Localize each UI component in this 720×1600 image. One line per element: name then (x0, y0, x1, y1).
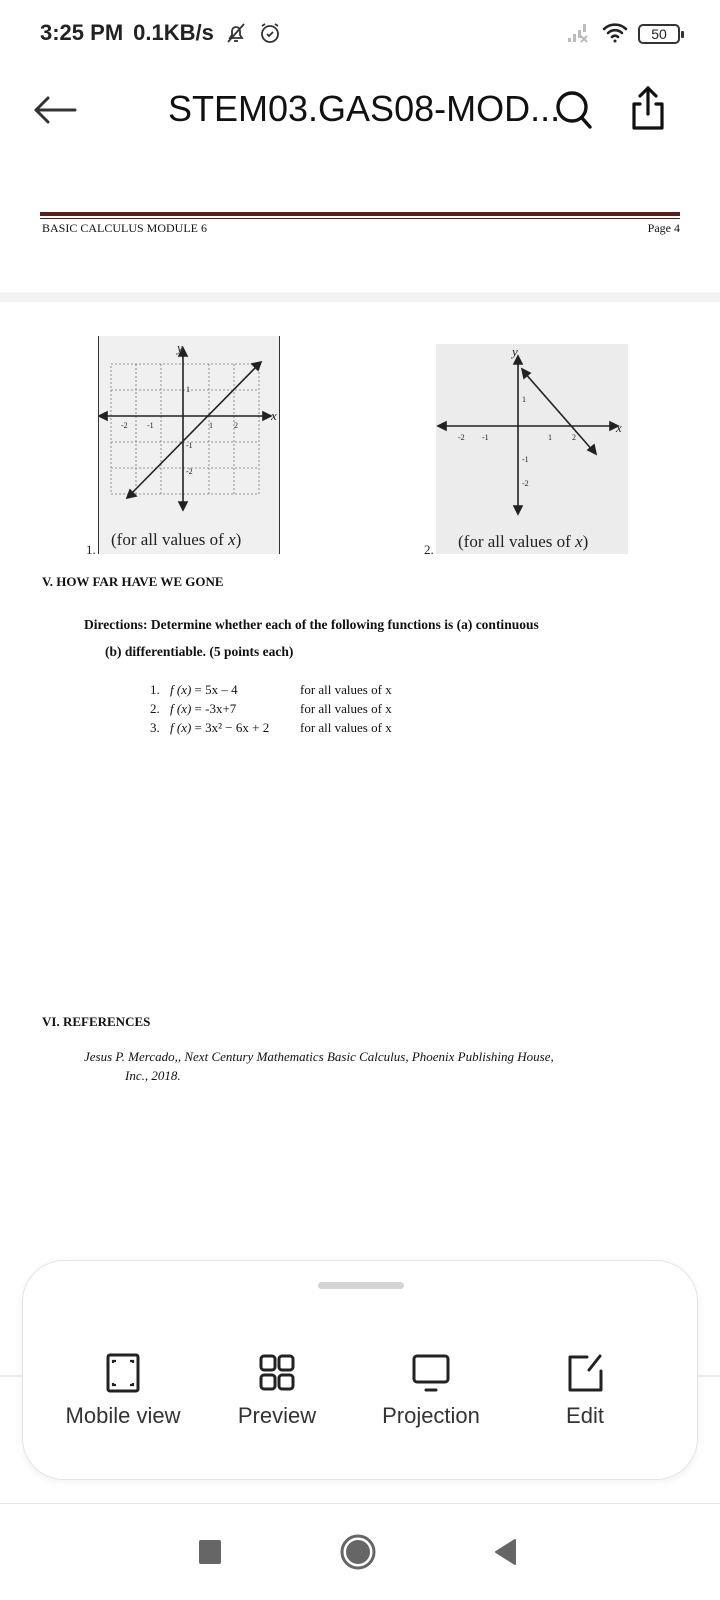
edit-icon (565, 1353, 605, 1393)
svg-text:2: 2 (572, 433, 576, 442)
home-button[interactable] (338, 1532, 378, 1572)
directions-line-2: (b) differentiable. (5 points each) (105, 644, 294, 659)
x-axis-label: x (271, 408, 277, 423)
graph-1-number: 1. (86, 542, 96, 557)
home-circle-icon (340, 1534, 376, 1570)
section-v-title: V. HOW FAR HAVE WE GONE (42, 574, 224, 589)
x-tick: -2 (121, 421, 128, 430)
search-icon (553, 88, 597, 132)
bell-muted-icon (224, 21, 248, 45)
svg-text:-2: -2 (522, 479, 529, 488)
svg-text:-1: -1 (482, 433, 489, 442)
graph-2-caption: (for all values of x) (458, 532, 589, 551)
module-header: BASIC CALCULUS MODULE 6 (42, 221, 208, 235)
network-speed: 0.1KB/s (133, 20, 214, 45)
page-number: Page 4 (647, 221, 680, 235)
svg-text:2: 2 (234, 421, 238, 430)
wifi-icon (602, 22, 626, 46)
signal-no-service-icon (566, 22, 590, 46)
battery-icon (638, 24, 680, 44)
share-icon (628, 84, 668, 132)
svg-text:-2: -2 (458, 433, 465, 442)
previous-page-strip (0, 150, 720, 292)
problem-item: 2. f (x) = -3x+7 for all values of x (150, 700, 392, 716)
reference-line-2: Inc., 2018. (125, 1068, 181, 1083)
problem-list (150, 680, 392, 737)
header-rule (40, 212, 680, 216)
drag-handle[interactable] (318, 1282, 404, 1289)
status-bar (0, 0, 720, 70)
bottom-sheet (22, 1260, 698, 1480)
projection-button[interactable]: Projection (356, 1353, 506, 1443)
header-rule-thin (40, 218, 680, 219)
graph-1-caption: (for all values of x) (111, 530, 242, 549)
battery-level: 50 (651, 26, 667, 42)
y-axis-label: y (177, 340, 183, 355)
mobile-view-icon (103, 1353, 143, 1393)
problem-item: 3. f (x) = 3x² − 6x + 2 for all values of x (150, 719, 392, 735)
share-button[interactable] (628, 84, 668, 132)
arrow-left-icon (33, 95, 77, 125)
app-bar (0, 70, 720, 150)
section-vi-title: VI. REFERENCES (42, 1014, 151, 1029)
mobile-view-button[interactable]: Mobile view (48, 1353, 198, 1443)
svg-text:y: y (512, 344, 518, 359)
graph-2 (436, 344, 628, 554)
search-button[interactable] (553, 88, 597, 132)
directions-line-1: Directions: Determine whether each of the following functions is (a) continuous (84, 617, 539, 632)
page-separator (0, 292, 720, 302)
graph-2-number: 2. (424, 542, 434, 557)
svg-text:x: x (616, 420, 622, 435)
svg-text:-1: -1 (186, 441, 193, 450)
back-nav-button[interactable] (486, 1532, 526, 1572)
recents-button[interactable] (190, 1532, 230, 1572)
monitor-projection-icon (411, 1353, 451, 1393)
reference-line-1: Jesus P. Mercado,, Next Century Mathematics Basic Calculus, Phoenix Publishing House, (84, 1049, 554, 1064)
status-time: 3:25 PM (40, 20, 124, 45)
svg-text:-1: -1 (147, 421, 154, 430)
svg-text:-1: -1 (522, 455, 529, 464)
svg-text:-2: -2 (186, 467, 193, 476)
svg-text:1: 1 (548, 433, 552, 442)
svg-text:1: 1 (522, 395, 526, 404)
svg-text:1: 1 (186, 385, 190, 394)
grid-preview-icon (257, 1353, 297, 1393)
back-triangle-icon (493, 1538, 519, 1566)
alarm-icon (258, 21, 282, 45)
system-nav-bar (0, 1504, 720, 1600)
edit-button[interactable]: Edit (510, 1353, 660, 1443)
preview-button[interactable]: Preview (202, 1353, 352, 1443)
graph-1 (98, 336, 280, 554)
back-button[interactable] (32, 90, 78, 130)
problem-item: 1. f (x) = 5x – 4 for all values of x (150, 681, 392, 697)
recents-square-icon (198, 1539, 222, 1565)
svg-text:1: 1 (209, 421, 213, 430)
document-title: STEM03.GAS08-MOD... (168, 88, 561, 129)
